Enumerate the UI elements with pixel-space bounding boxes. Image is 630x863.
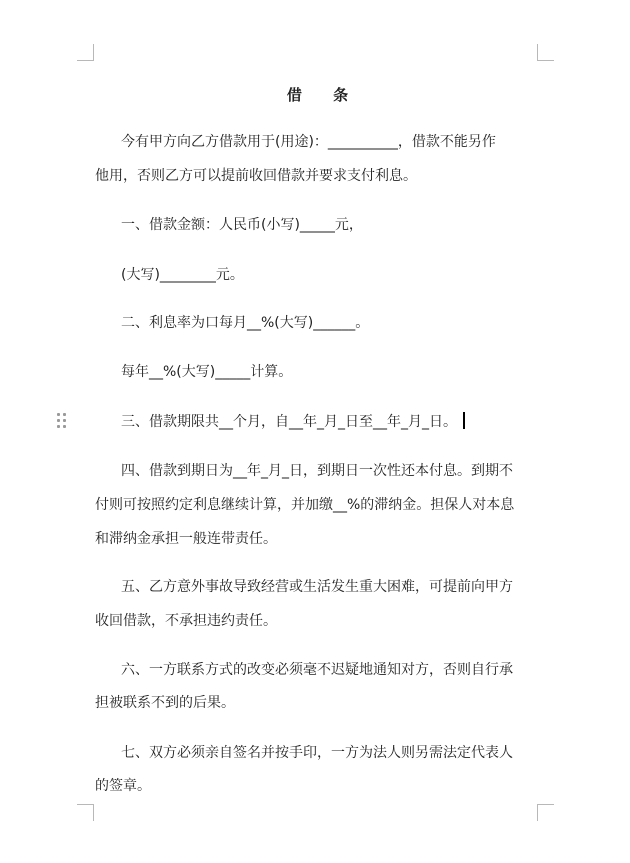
clause-6-line-1: 六、一方联系方式的改变必须毫不迟疑地通知对方，否则自行承 (121, 662, 513, 678)
document-title: 借 条 (286, 86, 362, 104)
clause-5-line-2: 收回借款，不承担违约责任。 (95, 613, 277, 629)
clause-6-line-2: 担被联系不到的后果。 (95, 695, 235, 711)
clause-2-line-1: 二、利息率为口每月__%(大写)______。 (121, 315, 370, 331)
clause-4-line-1: 四、借款到期日为__年_月_日，到期日一次性还本付息。到期不 (121, 463, 513, 479)
clause-4-line-3: 和滞纳金承担一般连带责任。 (95, 531, 277, 547)
drag-handle-icon[interactable] (57, 413, 67, 429)
crop-mark-top-right (537, 44, 554, 61)
text-cursor (463, 412, 465, 429)
clause-1-line-1: 一、借款金额：人民币(小写)_____元， (121, 217, 363, 233)
clause-1-line-2: (大写)________元。 (121, 267, 244, 283)
paragraph-intro-line-1: 今有甲方向乙方借款用于(用途)：__________，借款不能另作 (121, 134, 496, 150)
paragraph-intro-line-2: 他用，否则乙方可以提前收回借款并要求支付利息。 (95, 168, 417, 184)
crop-mark-bottom-left (77, 804, 94, 821)
clause-7-line-1: 七、双方必须亲自签名并按手印，一方为法人则另需法定代表人 (121, 745, 513, 761)
clause-2-line-2: 每年__%(大写)_____计算。 (121, 364, 293, 380)
clause-4-line-2: 付则可按照约定利息继续计算，并加缴__%的滞纳金。担保人对本息 (95, 497, 515, 513)
clause-5-line-1: 五、乙方意外事故导致经营或生活发生重大困难，可提前向甲方 (121, 579, 513, 595)
crop-mark-bottom-right (537, 804, 554, 821)
clause-3-text: 三、借款期限共__个月，自__年_月_日至__年_月_日。 (121, 414, 457, 430)
crop-mark-top-left (77, 44, 94, 61)
clause-3-line[interactable] (121, 412, 465, 432)
clause-7-line-2: 的签章。 (95, 778, 151, 794)
